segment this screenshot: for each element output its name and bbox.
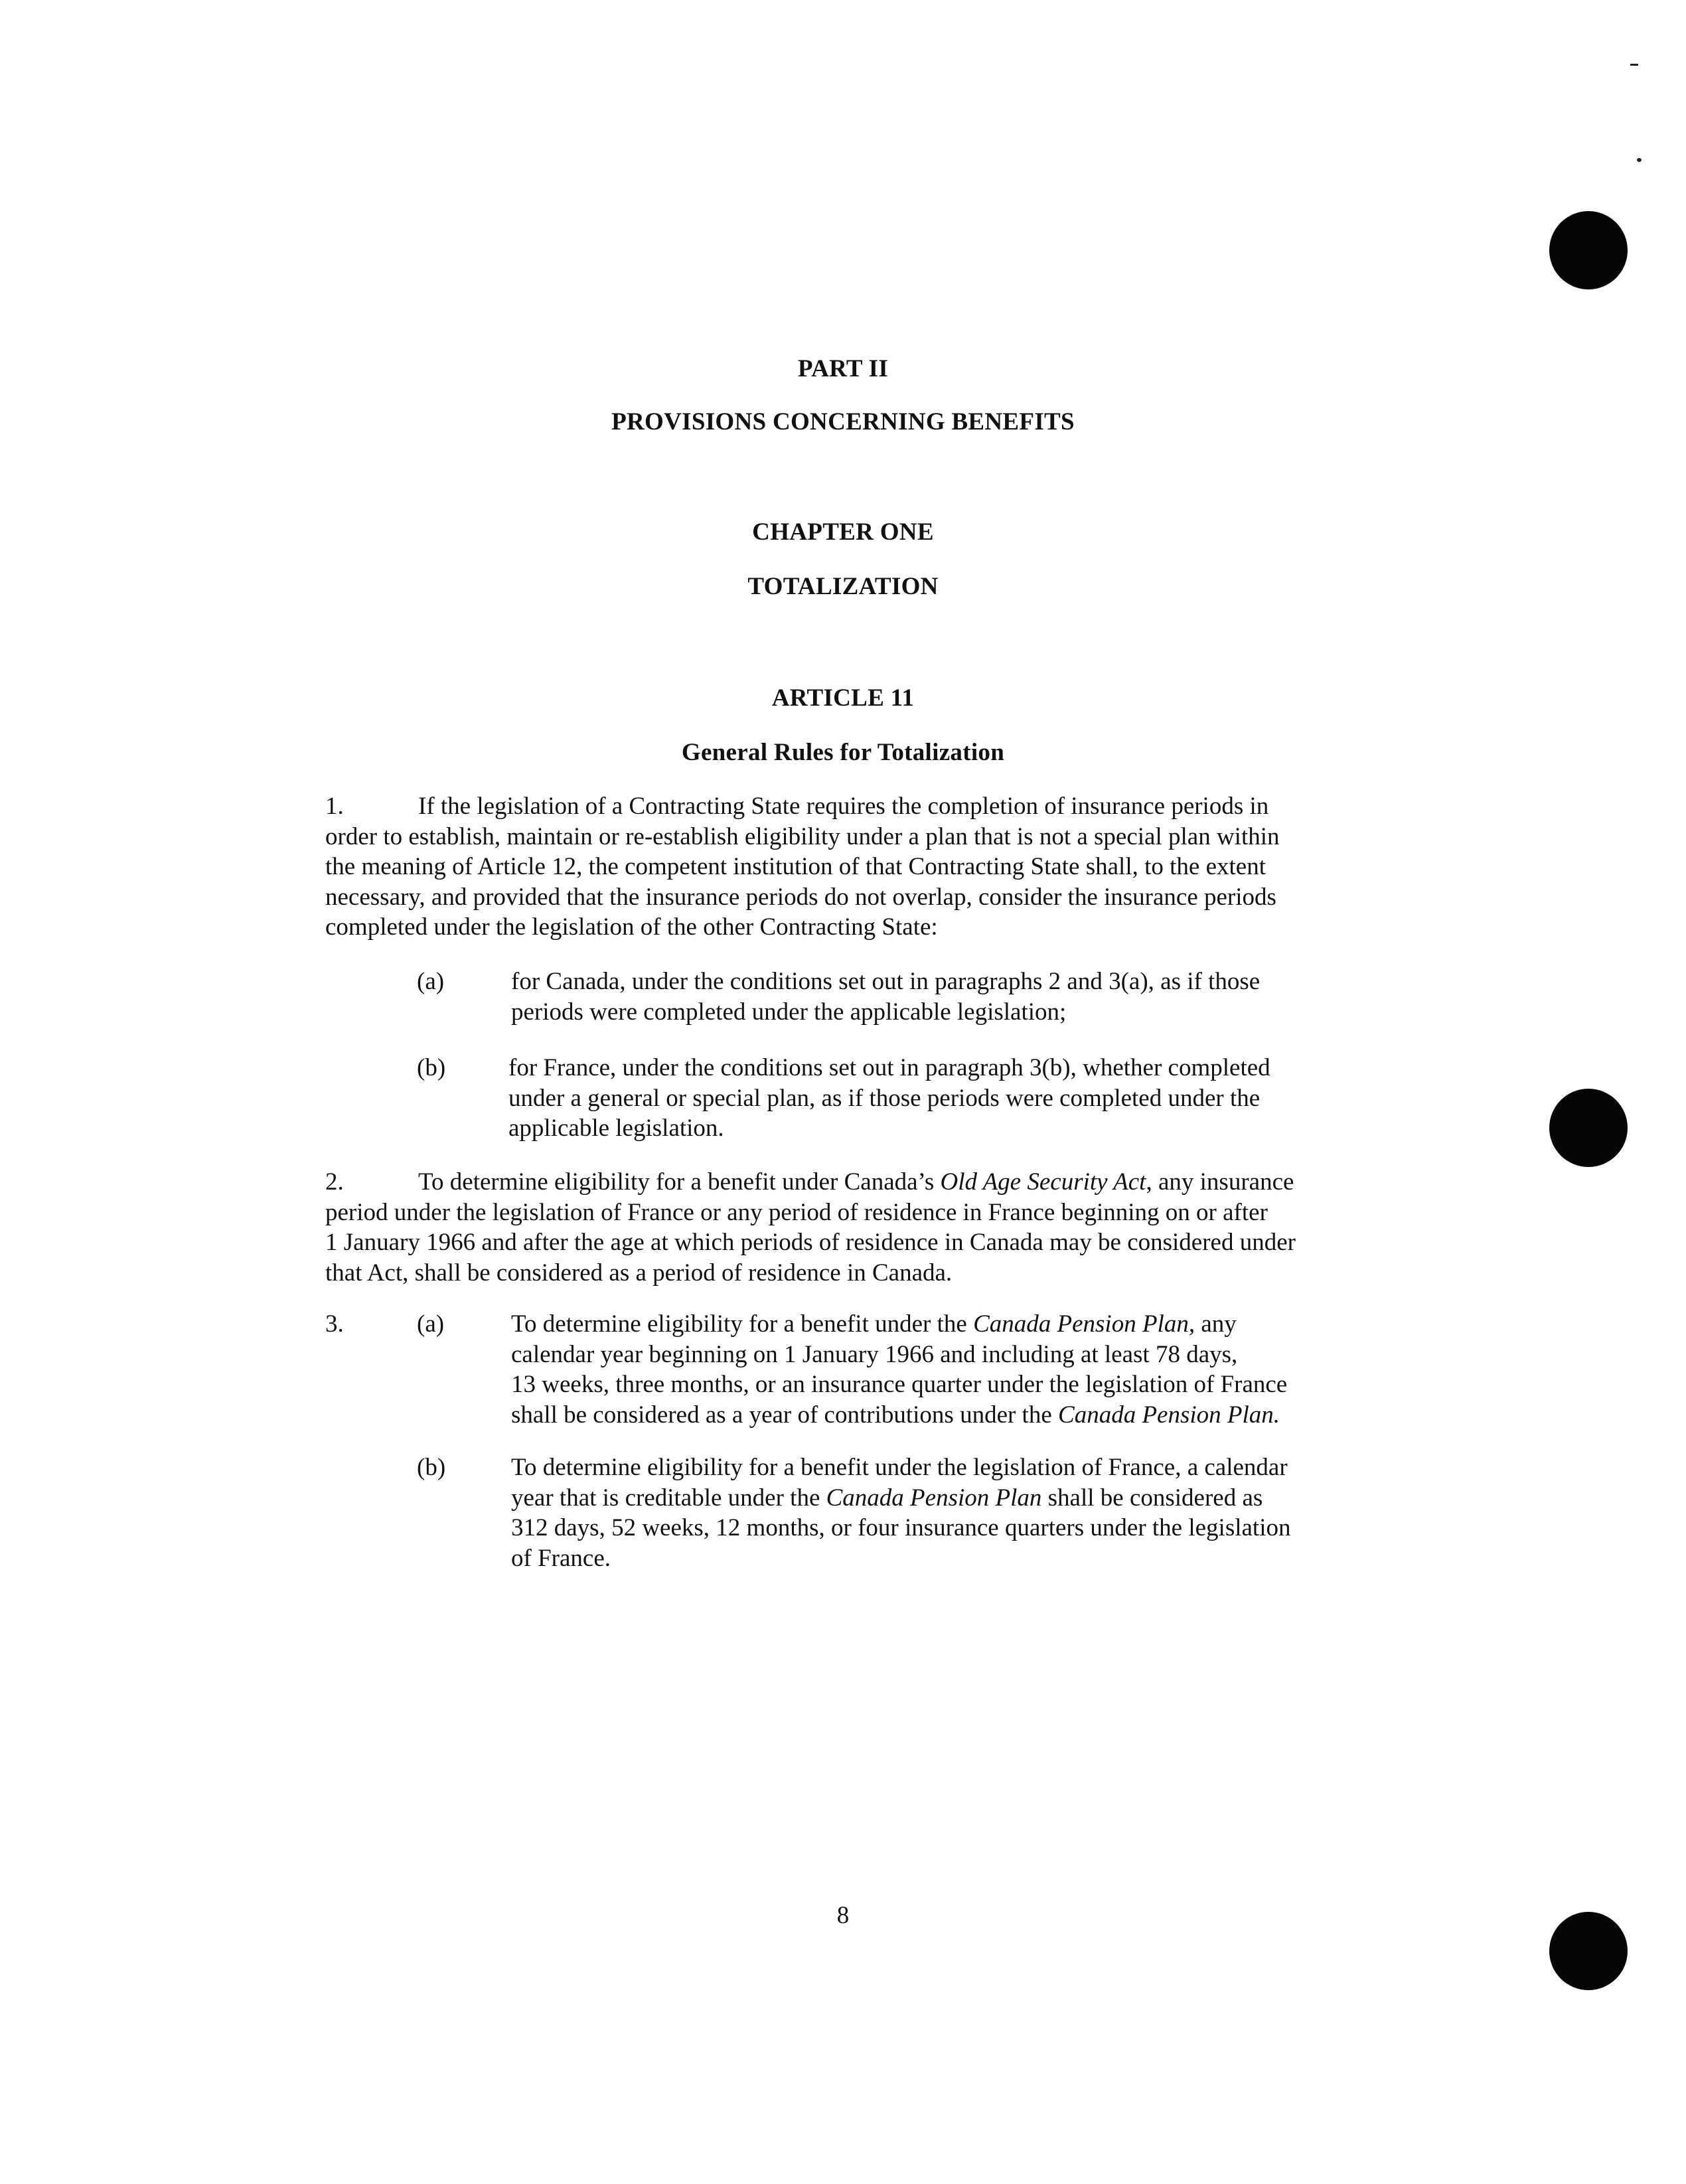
item-3a [511, 1309, 1308, 1430]
punch-hole-top [1549, 211, 1628, 289]
paragraph-line: 1 January 1966 and after the age at which periods of residence in Canada may be considered under [325, 1229, 1296, 1257]
item-1a [511, 967, 1308, 1027]
item-line: shall be considered as a year of contributions under the Canada Pension Plan. [511, 1401, 1280, 1429]
paragraph-line: completed under the legislation of the other Contracting State: [325, 913, 938, 941]
chapter-title: TOTALIZATION [747, 573, 939, 600]
item-line: for France, under the conditions set out in paragraph 3(b), whether completed [508, 1054, 1270, 1081]
scan-speck [1637, 158, 1642, 162]
item-3b [511, 1452, 1308, 1573]
paragraph-number: 1. [325, 793, 344, 820]
item-line: To determine eligibility for a benefit under the legislation of France, a calendar [511, 1454, 1288, 1481]
item-label: (a) [417, 1310, 445, 1338]
scan-speck [1630, 64, 1638, 66]
item-line: under a general or special plan, as if those periods were completed under the [508, 1084, 1261, 1112]
paragraph-line: the meaning of Article 12, the competent institution of that Contracting State shall, to the extent [325, 853, 1266, 881]
chapter-heading: CHAPTER ONE [752, 518, 934, 546]
paragraph-line: necessary, and provided that the insurance periods do not overlap, consider the insurance periods [325, 883, 1276, 911]
paragraph-number: 3. [325, 1310, 344, 1338]
plan-title: Canada Pension Plan [826, 1484, 1042, 1512]
paragraph-line: 1. If the legislation of a Contracting State requires the completion of insurance periods in [325, 791, 1354, 822]
item-line: applicable legislation. [508, 1115, 724, 1142]
item-line: periods were completed under the applicable legislation; [511, 998, 1067, 1026]
plan-title: Canada Pension Plan. [1058, 1401, 1280, 1429]
act-title: Old Age Security Act [940, 1168, 1146, 1196]
item-label: (a) [417, 968, 445, 995]
paragraph-line: that Act, shall be considered as a period of residence in Canada. [325, 1259, 953, 1287]
plan-title: Canada Pension Plan, [973, 1310, 1195, 1338]
item-label: (b) [417, 1454, 446, 1481]
item-line: calendar year beginning on 1 January 1966 and including at least 78 days, [511, 1340, 1238, 1368]
page-number: 8 [836, 1902, 850, 1929]
item-line: To determine eligibility for a benefit under the Canada Pension Plan, any [511, 1310, 1237, 1338]
article-title: General Rules for Totalization [681, 739, 1005, 766]
paragraph-line: 2. To determine eligibility for a benefit under Canada’s Old Age Security Act, any insurance [325, 1167, 1354, 1198]
item-1b [508, 1053, 1305, 1144]
item-line: year that is creditable under the Canada Pension Plan shall be considered as [511, 1484, 1263, 1512]
punch-hole-middle [1549, 1089, 1628, 1167]
part-title: PROVISIONS CONCERNING BENEFITS [611, 408, 1075, 435]
paragraph-line: order to establish, maintain or re-establish eligibility under a plan that is not a special plan within [325, 822, 1280, 850]
paragraph-number: 2. [325, 1168, 344, 1196]
item-line: of France. [511, 1544, 611, 1572]
paragraph-1 [325, 791, 1354, 943]
item-label: (b) [417, 1054, 446, 1081]
paragraph-line: period under the legislation of France or any period of residence in France beginning on or after [325, 1198, 1268, 1226]
item-line: 312 days, 52 weeks, 12 months, or four insurance quarters under the legislation [511, 1514, 1291, 1542]
paragraph-2 [325, 1167, 1354, 1288]
item-line: 13 weeks, three months, or an insurance quarter under the legislation of France [511, 1371, 1288, 1399]
article-heading: ARTICLE 11 [771, 684, 915, 712]
part-heading: PART II [797, 355, 889, 382]
item-line: for Canada, under the conditions set out in paragraphs 2 and 3(a), as if those [511, 968, 1261, 995]
